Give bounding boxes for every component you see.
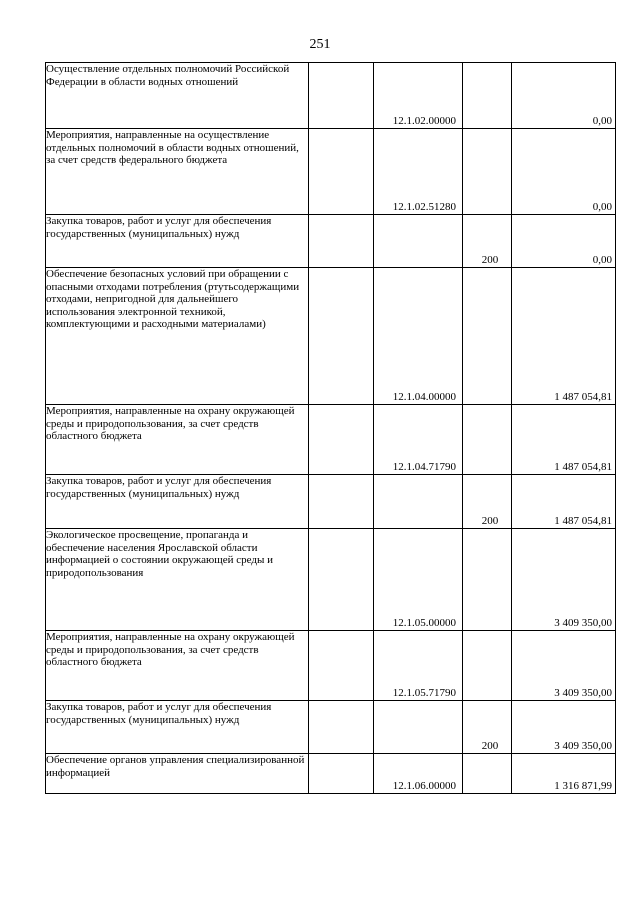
row-sum: 1 487 054,81 — [512, 405, 616, 475]
row-type — [463, 631, 512, 701]
table-row — [46, 268, 616, 405]
table-row — [46, 701, 616, 754]
row-type: 200 — [463, 475, 512, 529]
row-code — [374, 475, 463, 529]
row-empty-cell — [309, 63, 374, 129]
row-code: 12.1.05.00000 — [374, 529, 463, 631]
row-code: 12.1.06.00000 — [374, 754, 463, 794]
row-name: Экологическое просвещение, пропаганда и обеспечение населения Ярославской области информацией о состоянии окружающей среды и природопользования — [46, 529, 309, 631]
row-empty-cell — [309, 631, 374, 701]
row-sum: 1 316 871,99 — [512, 754, 616, 794]
row-sum: 0,00 — [512, 215, 616, 268]
row-sum: 1 487 054,81 — [512, 268, 616, 405]
row-code: 12.1.02.00000 — [374, 63, 463, 129]
row-name: Закупка товаров, работ и услуг для обеспечения государственных (муниципальных) нужд — [46, 215, 309, 268]
row-name: Мероприятия, направленные на охрану окружающей среды и природопользования, за счет средств областного бюджета — [46, 405, 309, 475]
row-type — [463, 529, 512, 631]
budget-table — [45, 62, 616, 794]
row-empty-cell — [309, 129, 374, 215]
row-name: Мероприятия, направленные на охрану окружающей среды и природопользования, за счет средств областного бюджета — [46, 631, 309, 701]
row-type: 200 — [463, 215, 512, 268]
table-row — [46, 63, 616, 129]
row-type — [463, 63, 512, 129]
page-number: 251 — [309, 37, 331, 52]
row-name: Обеспечение органов управления специализированной информацией — [46, 754, 309, 794]
row-code: 12.1.05.71790 — [374, 631, 463, 701]
table-row — [46, 129, 616, 215]
row-empty-cell — [309, 475, 374, 529]
row-type — [463, 754, 512, 794]
row-name: Обеспечение безопасных условий при обращении с опасными отходами потребления (ртутьсодержащими отходами, непригодной для дальнейшего использования электронной техникой, комплектующими и расходными материалами) — [46, 268, 309, 405]
row-empty-cell — [309, 529, 374, 631]
row-type — [463, 129, 512, 215]
row-type — [463, 268, 512, 405]
row-sum: 3 409 350,00 — [512, 701, 616, 754]
row-code — [374, 701, 463, 754]
row-sum: 1 487 054,81 — [512, 475, 616, 529]
table-row — [46, 405, 616, 475]
table-row — [46, 754, 616, 794]
row-type — [463, 405, 512, 475]
row-name: Закупка товаров, работ и услуг для обеспечения государственных (муниципальных) нужд — [46, 475, 309, 529]
row-empty-cell — [309, 701, 374, 754]
table-row — [46, 529, 616, 631]
row-type: 200 — [463, 701, 512, 754]
row-code: 12.1.02.51280 — [374, 129, 463, 215]
row-empty-cell — [309, 405, 374, 475]
row-sum: 3 409 350,00 — [512, 631, 616, 701]
row-sum: 0,00 — [512, 63, 616, 129]
table-row — [46, 475, 616, 529]
row-sum: 3 409 350,00 — [512, 529, 616, 631]
table-row — [46, 215, 616, 268]
row-sum: 0,00 — [512, 129, 616, 215]
row-empty-cell — [309, 215, 374, 268]
row-code — [374, 215, 463, 268]
row-name: Мероприятия, направленные на осуществление отдельных полномочий в области водных отношений, за счет средств федерального бюджета — [46, 129, 309, 215]
row-code: 12.1.04.71790 — [374, 405, 463, 475]
table-row — [46, 631, 616, 701]
row-empty-cell — [309, 754, 374, 794]
row-code: 12.1.04.00000 — [374, 268, 463, 405]
row-name: Осуществление отдельных полномочий Российской Федерации в области водных отношений — [46, 63, 309, 129]
row-empty-cell — [309, 268, 374, 405]
row-name: Закупка товаров, работ и услуг для обеспечения государственных (муниципальных) нужд — [46, 701, 309, 754]
